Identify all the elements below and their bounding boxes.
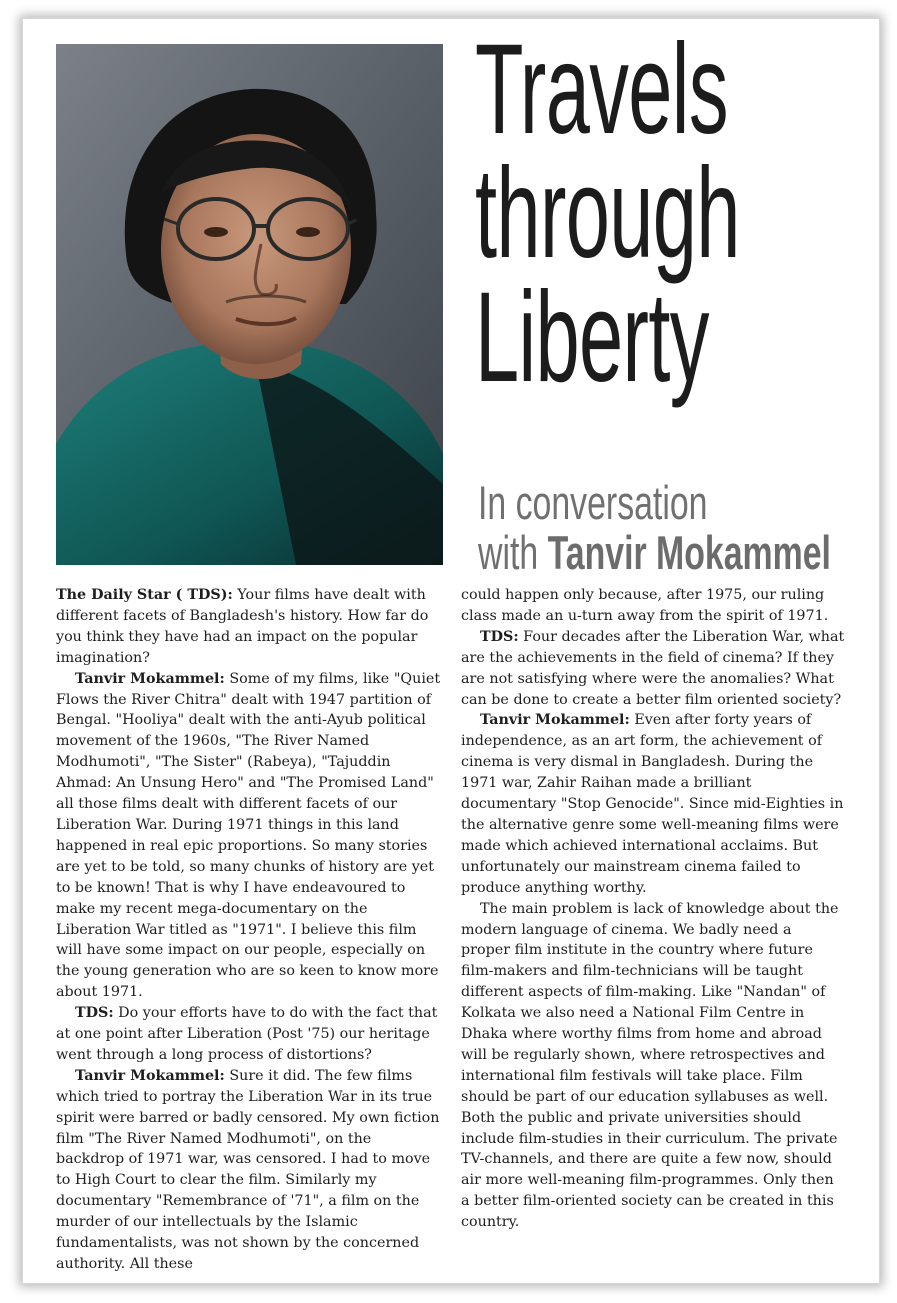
paragraph-text: Do your efforts have to do with the fact that at one point after Liberation (Post '75) our heritage went through a long process of distortions? [56,1005,438,1063]
paragraph-text: Your films have dealt with different facets of Bangladesh's history. How far do you think they have had an impact on the popular imagination? [56,587,429,666]
subtitle [478,478,897,578]
paragraph [56,1003,442,1066]
paragraph [56,585,442,669]
speaker: Tanvir Mokammel: [480,712,630,729]
subtitle-line-2 [478,528,897,578]
paragraph [461,627,845,711]
paragraph-text: Even after forty years of independence, as an art form, the achievement of cinema is very dismal in Bangladesh. During the 1971 war, Zahir Raihan made a brilliant documentary "Stop Genocide". Since mid-Eighties in the alternative genre some well-meaning films were made which achieved international acclaims. But unfortunately our mainstream cinema failed to produce anything worthy. [461,712,844,896]
paragraph [461,710,845,898]
subtitle-name: Tanvir Mokammel [547,526,831,579]
portrait-icon [56,44,443,565]
headline [475,18,740,409]
portrait-photo [56,44,443,565]
paragraph [56,669,442,1004]
speaker: TDS: [75,1005,114,1022]
paragraph-text: Four decades after the Liberation War, what are the achievements in the field of cinema? If they are not satisfying where were the anomalies? What can be done to create a better film oriented society? [461,628,845,708]
left-column [56,585,442,1275]
paragraph [461,585,845,627]
speaker: The Daily Star ( TDS): [56,587,233,603]
speaker: Tanvir Mokammel: [75,670,225,687]
right-column [461,585,845,1233]
paragraph-text: Sure it did. The few films which tried to portray the Liberation War in its true spirit were barred or badly censored. My own fiction film "The River Named Modhumoti", on the backdrop of 1971 war, was censored. I had to move to High Court to clear the film. Similarly my documentary "Remembrance of '71", a film on the murder of our intellectuals by the Islamic fundamentalists, was not shown by the concerned authority. All these [56,1067,440,1272]
paragraph [56,1066,442,1275]
paragraph-text: Some of my films, like "Quiet Flows the River Chitra" dealt with 1947 partition of Bengal. "Hooliya" dealt with the anti-Ayub political movement of the 1960s, "The River Named Modhumoti", "The Sister" (Rabeya), "Tajuddin Ahmad: An Unsung Hero" and "The Promised Land" all those films dealt with different facets of our Liberation War. During 1971 things in this land happened in real epic proportions. So many stories are yet to be told, so many chunks of history are yet to be known! That is why I have endeavoured to make my recent mega-documentary on the Liberation War titled as "1971". I believe this film will have some impact on our people, especially on the young generation who are so keen to know more about 1971. [56,670,441,1001]
subtitle-with: with [478,526,539,579]
headline-line-2: through [475,142,740,285]
headline-line-3: Liberty [475,266,709,409]
paragraph-text: The main problem is lack of knowledge about the modern language of cinema. We badly need a proper film institute in the country where future film-makers and film-technicians will be taught different aspects of film-making. Like "Nandan" of Kolkata we also need a National Film Centre in Dhaka where worthy films from home and abroad will be regularly shown, where retrospectives and international film festivals will take place. Film should be part of our education syllabuses as well. Both the public and private universities should include film-studies in their curriculum. The private TV-channels, and there are quite a few now, should air more well-meaning film-programmes. Only then a better film-oriented society can be created in this country. [461,900,839,1231]
subtitle-line-1: In conversation [478,476,708,529]
speaker: Tanvir Mokammel: [75,1067,225,1084]
speaker: TDS: [480,628,519,645]
paragraph-text: could happen only because, after 1975, our ruling class made an u-turn away from the spirit of 1971. [461,587,829,624]
paragraph [461,899,845,1234]
headline-line-1: Travels [475,18,728,161]
